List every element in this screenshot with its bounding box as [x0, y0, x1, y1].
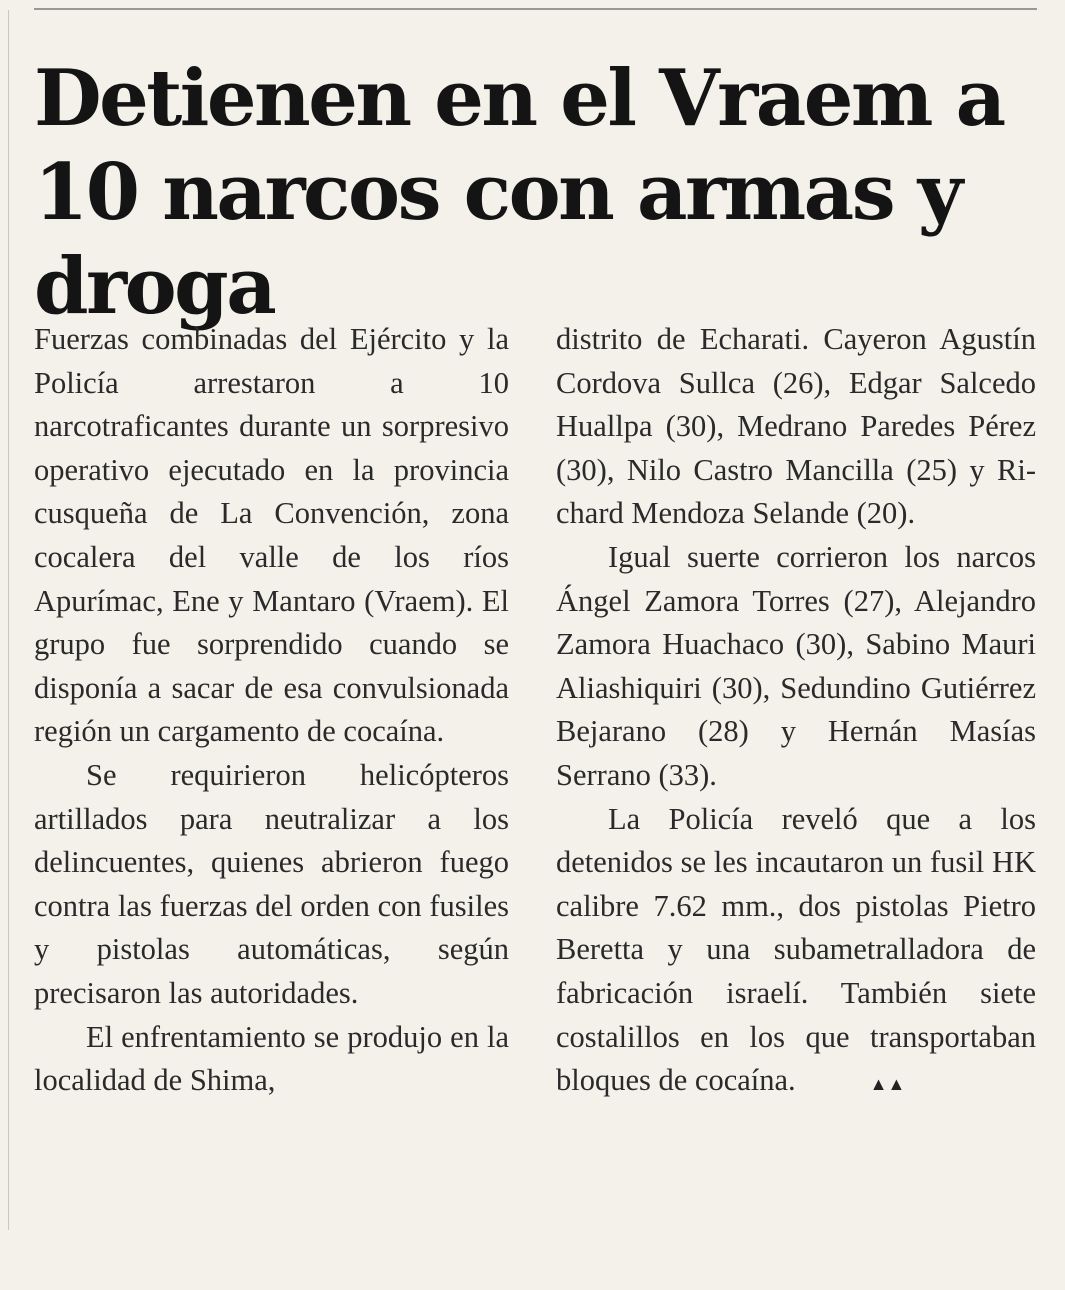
headline: Detienen en el Vraem a 10 narcos con armas y droga: [34, 53, 1004, 332]
paragraph: Se requirieron helicópteros artillados para neutralizar a los delincuentes, quienes abrieron fuego contra las fuerzas del orden con fusiles y pistolas automáticas, según precisaron las autoridades.: [34, 757, 509, 1010]
left-rule: [8, 10, 9, 1230]
paragraph-final: [556, 798, 1036, 1107]
paragraph: El enfrentamiento se produjo en la localidad de Shima,: [34, 1019, 509, 1098]
article-column-right: [556, 318, 1036, 1107]
article-column-left: [34, 318, 509, 1103]
paragraph: Igual suerte corrieron los narcos Ángel Zamora Torres (27), Alejandro Zamora Huachaco (30), Sabino Mauri Aliashiquiri (30), Sedundino Gutiérrez Bejarano (28) y Hernán Masías Serrano (33).: [556, 539, 1036, 792]
paragraph: Fuerzas combinadas del Ejército y la Policía arrestaron a 10 narcotraficantes durante un sorpresivo operativo ejecutado en la provincia cusqueña de La Convención, zona cocalera del valle de los ríos Apurímac, Ene y Mantaro (Vraem). El grupo fue sorprendido cuando se disponía a sacar de esa convulsionada región un cargamento de cocaína.: [34, 322, 509, 749]
paragraph: distrito de Echarati. Cayeron Agustín Cordova Sullca (26), Edgar Salcedo Huallpa (30), Medrano Paredes Pérez (30), Nilo Castro Mancilla (25) y Richard Mendoza Selande (20).: [556, 322, 1036, 531]
end-of-article-icon: ▲▲: [869, 1074, 906, 1095]
paragraph-text: La Policía reveló que a los detenidos se les incautaron un fusil HK calibre 7.62 mm., dos pistolas Pietro Beretta y una subametralladora de fabricación israelí. También siete costalillos en los que transportaban bloques de cocaína.: [556, 801, 1036, 1098]
top-rule: [34, 8, 1037, 10]
